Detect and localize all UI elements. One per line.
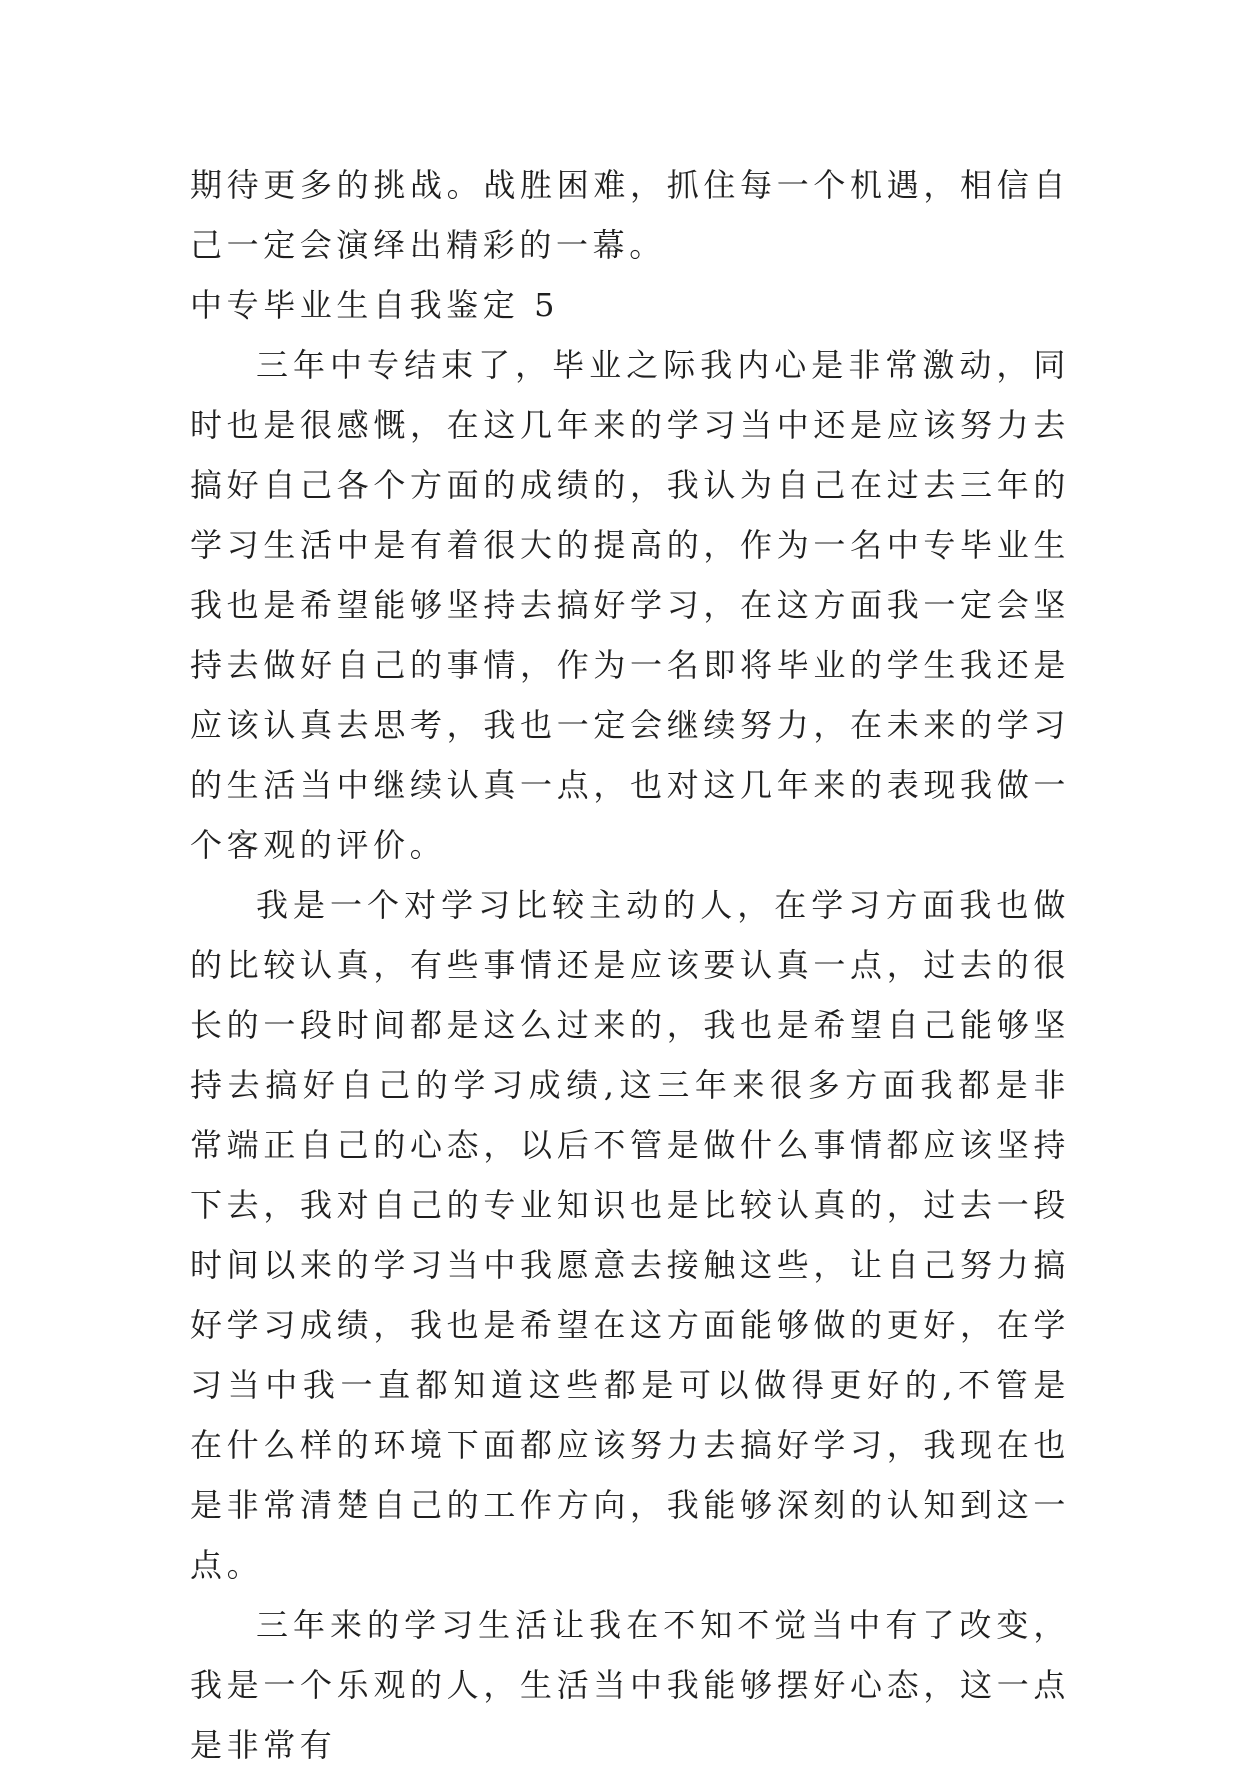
section-heading: 中专毕业生自我鉴定 5 — [190, 286, 560, 324]
paragraph-continuation: 期待更多的挑战。战胜困难，抓住每一个机遇，相信自己一定会演绎出精彩的一幕。 — [190, 166, 1070, 264]
document-body — [190, 155, 1070, 1775]
paragraph-study: 我是一个对学习比较主动的人，在学习方面我也做的比较认真，有些事情还是应该要认真一点，过去的很长的一段时间都是这么过来的，我也是希望自己能够坚持去搞好自己的学习成绩,这三年来很多方面我都是非常端正自己的心态，以后不管是做什么事情都应该坚持下去，我对自己的专业知识也是比较认真的，过去一段时间以来的学习当中我愿意去接触这些，让自己努力搞好学习成绩，我也是希望在这方面能够做的更好，在学习当中我一直都知道这些都是可以做得更好的,不管是在什么样的环境下面都应该努力去搞好学习，我现在也是非常清楚自己的工作方向，我能够深刻的认知到这一点。 — [190, 886, 1070, 1584]
paragraph-life: 三年来的学习生活让我在不知不觉当中有了改变，我是一个乐观的人，生活当中我能够摆好心态，这一点是非常有 — [190, 1606, 1070, 1764]
paragraph-intro: 三年中专结束了，毕业之际我内心是非常激动，同时也是很感慨，在这几年来的学习当中还是应该努力去搞好自己各个方面的成绩的，我认为自己在过去三年的学习生活中是有着很大的提高的，作为一名中专毕业生我也是希望能够坚持去搞好学习，在这方面我一定会坚持去做好自己的事情，作为一名即将毕业的学生我还是应该认真去思考，我也一定会继续努力，在未来的学习的生活当中继续认真一点，也对这几年来的表现我做一个客观的评价。 — [190, 346, 1070, 864]
